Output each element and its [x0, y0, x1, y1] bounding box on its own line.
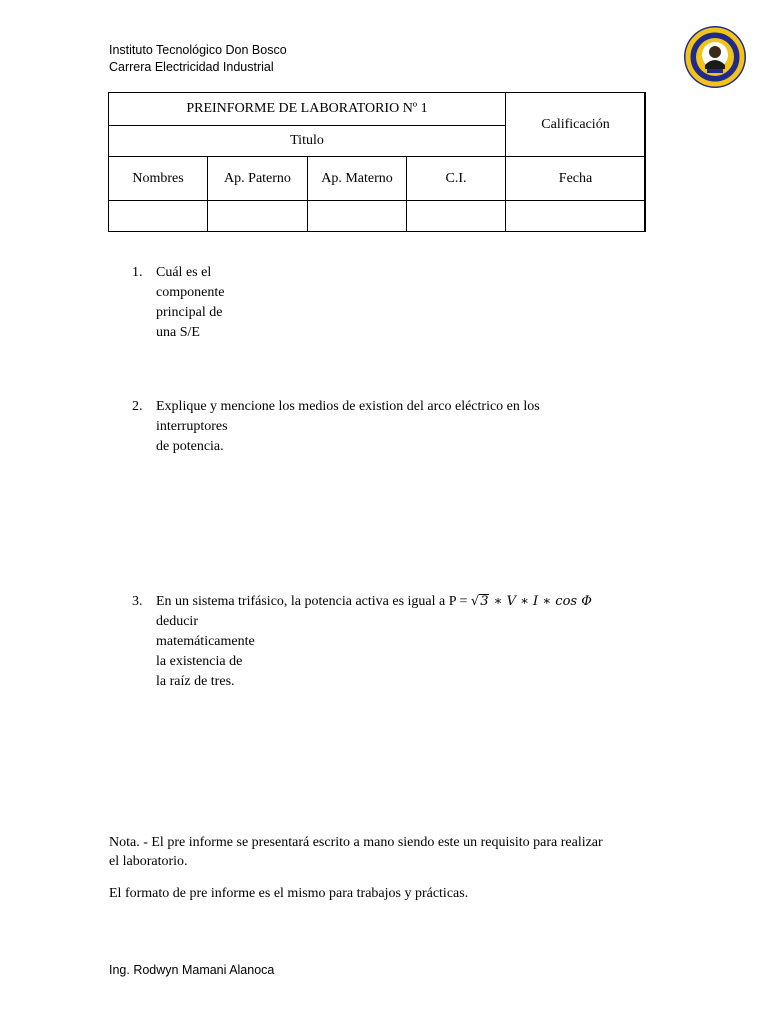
question-number: 2.: [132, 399, 143, 414]
question-text-lead: En un sistema trifásico, la potencia activa es igual a P =: [156, 594, 471, 609]
format-note: El formato de pre informe es el mismo para trabajos y prácticas.: [109, 886, 469, 901]
blank-cell-nombres: [109, 201, 208, 232]
grade-label: Calificación: [506, 93, 646, 157]
question-text-line-2: interruptores de potencia.: [156, 419, 228, 454]
column-header-fecha: Fecha: [506, 157, 646, 201]
form-title: PREINFORME DE LABORATORIO Nº 1: [109, 93, 506, 126]
question-text: Cuál es el componente principal de una S/E: [156, 265, 225, 340]
radicand: 3: [480, 594, 489, 609]
square-root-icon: √3: [470, 594, 489, 609]
column-header-nombres: Nombres: [109, 157, 208, 201]
blank-cell-ap-paterno: [208, 201, 308, 232]
question-number: 3.: [132, 594, 143, 609]
blank-cell-fecha: [506, 201, 646, 232]
note-line-2: el laboratorio.: [109, 854, 188, 869]
column-header-ci: C.I.: [407, 157, 506, 201]
document-header: [109, 42, 287, 75]
table-right-border: [644, 92, 646, 232]
column-header-ap-paterno: Ap. Paterno: [208, 157, 308, 201]
school-seal-icon: [683, 25, 747, 89]
blank-cell-ap-materno: [308, 201, 407, 232]
question-text-line-1: [156, 592, 592, 612]
note-line-1: Nota. - El pre informe se presentará escrito a mano siendo este un requisito para realizar: [109, 835, 603, 850]
career-name: Carrera Electricidad Industrial: [109, 59, 274, 74]
note-paragraph: [109, 833, 669, 871]
question-text-line-1: Explique y mencione los medios de existion del arco eléctrico en los: [156, 399, 540, 414]
blank-cell-ci: [407, 201, 506, 232]
author-footer: Ing. Rodwyn Mamani Alanoca: [109, 963, 275, 977]
question-text-line-2: deducir matemáticamente la existencia de la raíz de tres.: [156, 614, 255, 689]
question-number: 1.: [132, 265, 143, 280]
lab-report-form-table: [108, 92, 646, 232]
form-subtitle: Titulo: [109, 126, 506, 157]
power-formula: [471, 594, 592, 609]
institute-name: Instituto Tecnológico Don Bosco: [109, 43, 287, 57]
formula-terms: ∗ V ∗ I ∗ cos Φ: [489, 594, 592, 609]
column-header-ap-materno: Ap. Materno: [308, 157, 407, 201]
